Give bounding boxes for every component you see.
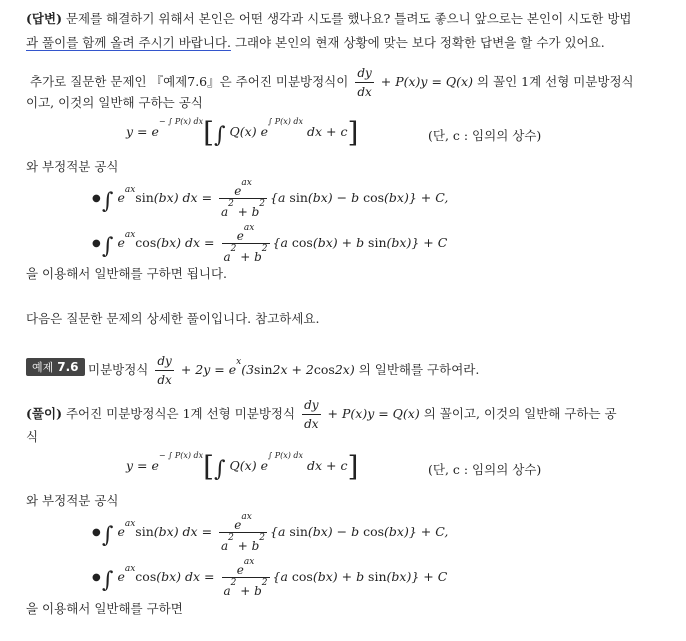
para-1: 추가로 질문한 문제인 『예제7.6』은 주어진 미분방정식이 $\frac{dy}{dx}$ + P(x)y = Q(x) 의 꼴인 1계 선형 미분방정식 (30, 66, 634, 99)
bullet-icon: ● (92, 238, 101, 249)
integral-formula-sin-1: ∫ $e^{ax}\sin(bx)$ dx = $\frac{e^{ax}}{a^2 + b^2}$ {a sin(bx) − b cos(bx)} + C, (102, 178, 449, 219)
integral-formula-sin-2: ∫ $e^{ax}\sin(bx)$ dx = $\frac{e^{ax}}{a^2 + b^2}$ {a sin(bx) − b cos(bx)} + C, (102, 512, 449, 553)
general-solution-formula-1: $y = e^{- \int P(x) dx}[\int$ Q(x) $e^{\int P(x) dx}$ dx + c] (126, 116, 359, 149)
indef-intro-2: 와 부정적분 공식 (26, 493, 119, 508)
use-text-1: 을 이용해서 일반해를 구하면 됩니다. (26, 266, 227, 281)
use-text-2: 을 이용해서 일반해를 구하면 (26, 601, 183, 616)
bullet-icon: ● (92, 193, 101, 204)
solution-line-2: 식 (26, 429, 39, 444)
para-2: 이고, 이것의 일반해 구하는 공식 (26, 95, 203, 110)
bullet-icon: ● (92, 572, 101, 583)
constant-note-2: (단, c : 임의의 상수) (428, 462, 542, 477)
integral-formula-cos-2: ∫ $e^{ax}\cos(bx)$ dx = $\frac{e^{ax}}{a^2 + b^2}$ {a cos(bx) + b sin(bx)} + C (102, 557, 448, 598)
integral-formula-cos-1: ∫ $e^{ax}\cos(bx)$ dx = $\frac{e^{ax}}{a^2 + b^2}$ {a cos(bx) + b sin(bx)} + C (102, 223, 448, 264)
answer-line-1: (답변) 문제를 해결하기 위해서 본인은 어떤 생각과 시도를 했나요? 틀려도 좋으니 앞으로는 본인이 시도한 방법 (26, 11, 632, 26)
detail-text: 다음은 질문한 문제의 상세한 풀이입니다. 참고하세요. (26, 311, 320, 326)
example-statement: 미분방정식 $\frac{dy}{dx}$ + $2y = e^x(3\sin 2x + 2\cos 2x)$ 의 일반해를 구하여라. (88, 354, 480, 387)
solution-line-1: (풀이) 주어진 미분방정식은 1계 선형 미분방정식 $\frac{dy}{dx}$ + P(x)y = Q(x) 의 꼴이고, 이것의 일반해 구하는 공 (26, 398, 617, 431)
example-badge: 예제 7.6 (26, 358, 85, 376)
indef-intro-1: 와 부정적분 공식 (26, 159, 119, 174)
answer-line-2: 과 풀이를 함께 올려 주시기 바랍니다. 그래야 본인의 현재 상황에 맞는 보다 정확한 답변을 할 수가 있어요. (26, 35, 605, 50)
general-solution-formula-2: $y = e^{- \int P(x) dx}[\int$ Q(x) $e^{\int P(x) dx}$ dx + c] (126, 450, 359, 483)
bullet-icon: ● (92, 527, 101, 538)
constant-note-1: (단, c : 임의의 상수) (428, 128, 542, 143)
answer-label: (답변) (26, 11, 62, 26)
